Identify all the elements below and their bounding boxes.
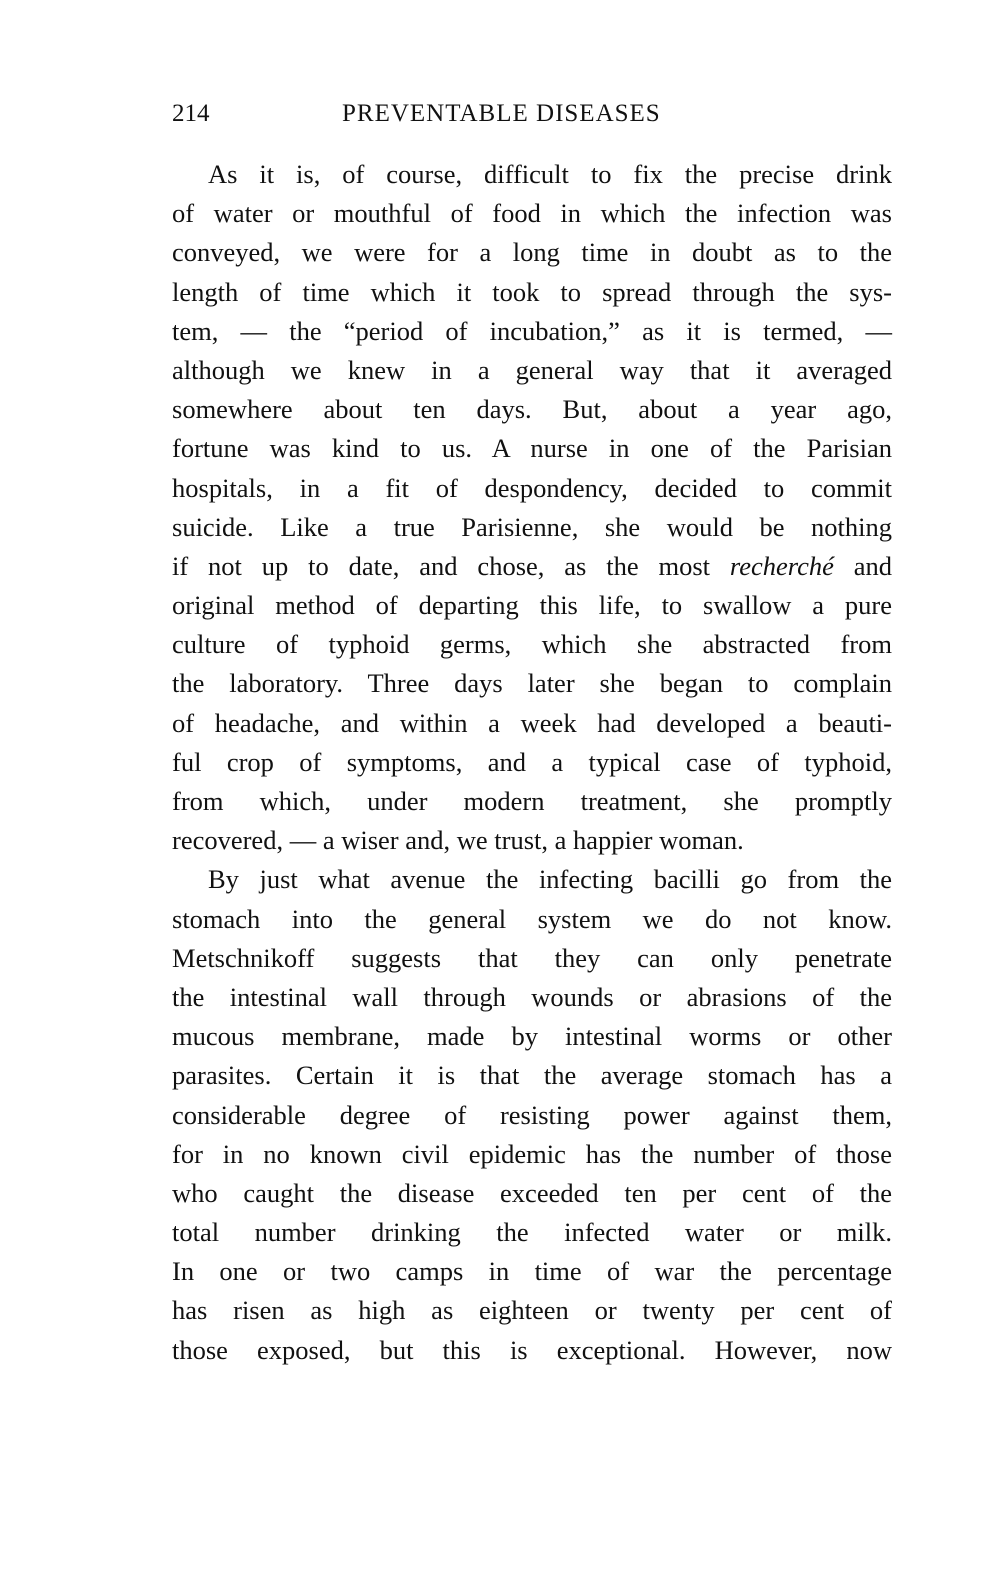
running-title: PREVENTABLE DISEASES xyxy=(342,100,661,127)
italic-phrase: recherché xyxy=(729,550,834,581)
text-line: those exposed, but this is exceptional. However, now xyxy=(172,1334,892,1365)
text-line: hospitals, in a fit of despondency, decided to commit xyxy=(172,472,892,503)
text-line: somewhere about ten days. But, about a year ago, xyxy=(172,394,892,425)
body-text xyxy=(172,155,892,1370)
text-line: length of time which it took to spread through the sys- xyxy=(172,276,892,307)
text-line: the intestinal wall through wounds or abrasions of the xyxy=(172,981,892,1012)
text-line: By just what avenue the infecting bacilli go from the xyxy=(208,864,892,895)
text-line: Metschnikoff suggests that they can only penetrate xyxy=(172,942,892,973)
text-line: of water or mouthful of food in which the infection was xyxy=(172,198,892,229)
text-line: from which, under modern treatment, she promptly xyxy=(172,786,892,816)
text-line: total number drinking the infected water or milk. xyxy=(172,1217,892,1248)
text-line: parasites. Certain it is that the average stomach has a xyxy=(172,1060,892,1091)
text-line: original method of departing this life, to swallow a pure xyxy=(172,590,892,621)
text-line: stomach into the general system we do not know. xyxy=(172,903,892,934)
text-line: suicide. Like a true Parisienne, she would be nothing xyxy=(172,511,892,542)
text-line: mucous membrane, made by intestinal worms or other xyxy=(172,1021,892,1052)
text-line: has risen as high as eighteen or twenty per cent of xyxy=(172,1295,892,1326)
text-line: of headache, and within a week had developed a beauti- xyxy=(172,707,892,738)
text-line: recovered, — a wiser and, we trust, a happier woman. xyxy=(172,825,744,856)
text-line: As it is, of course, difficult to fix the precise drink xyxy=(208,159,892,189)
page-number: 214 xyxy=(172,100,210,127)
text-line: culture of typhoid germs, which she abstracted from xyxy=(172,629,892,660)
text-line: for in no known civil epidemic has the number of those xyxy=(172,1138,892,1169)
text-line: considerable degree of resisting power against them, xyxy=(172,1099,892,1130)
paragraph-1 xyxy=(172,155,892,860)
text-line: fortune was kind to us. A nurse in one of the Parisian xyxy=(172,433,892,464)
text-line-with-italic: if not up to date, and chose, as the most recherché and xyxy=(172,550,892,581)
page-header xyxy=(172,100,892,140)
text-line: the laboratory. Three days later she began to complain xyxy=(172,668,892,699)
text-line: although we knew in a general way that it averaged xyxy=(172,354,892,385)
text-line: In one or two camps in time of war the percentage xyxy=(172,1256,892,1287)
paragraph-2 xyxy=(172,860,892,1369)
text-line: tem, — the “period of incubation,” as it is termed, — xyxy=(172,315,892,346)
text-line: conveyed, we were for a long time in doubt as to the xyxy=(172,237,892,268)
text-line: ful crop of symptoms, and a typical case of typhoid, xyxy=(172,746,892,777)
text-line: who caught the disease exceeded ten per cent of the xyxy=(172,1177,892,1208)
